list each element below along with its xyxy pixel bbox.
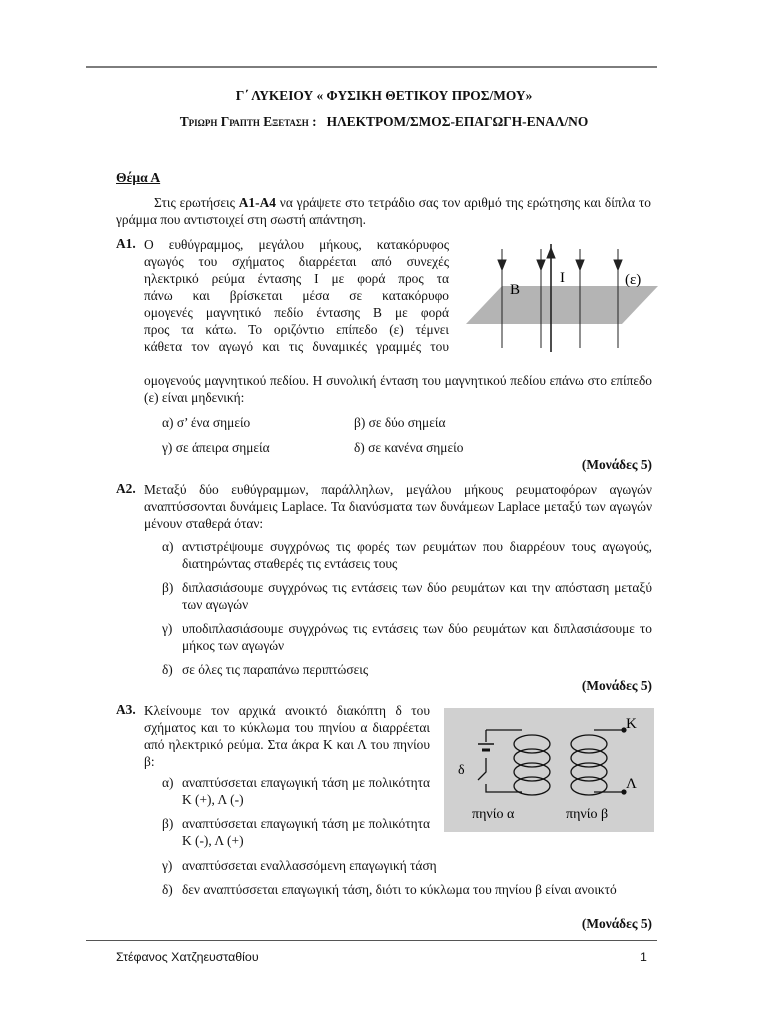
a1-option-c[interactable] bbox=[162, 440, 270, 456]
a1-line: αγωγός του σχήματος διαρρέεται από συνεχές bbox=[144, 254, 449, 269]
option-label: γ) bbox=[162, 621, 173, 636]
a1-line: ηλεκτρικό ρεύμα έντασης Ι με φορά προς τα bbox=[144, 271, 449, 286]
label-coil-a: πηνίο α bbox=[472, 807, 515, 822]
label-B: B bbox=[510, 282, 521, 298]
footer-rule bbox=[86, 940, 657, 941]
label-coil-b: πηνίο β bbox=[566, 807, 609, 822]
arrow-down-icon bbox=[498, 260, 506, 270]
a1-option-d[interactable] bbox=[354, 440, 463, 456]
question-a2-number: Α2. bbox=[116, 481, 136, 496]
question-a1-tail: ομογενούς μαγνητικού πεδίου. Η συνολική ένταση του μαγνητικού πεδίου επάνω στο επίπεδο (ε) είναι μηδενική: bbox=[144, 373, 652, 405]
intro-text-1: Στις ερωτήσεις bbox=[154, 195, 239, 210]
exam-topic: ΗΛΕΚΤΡΟΜ/ΣΜΟΣ-ΕΠΑΓΩΓΗ-ΕΝΑΛ/ΝΟ bbox=[326, 114, 589, 129]
arrow-up-icon bbox=[547, 248, 555, 258]
magnetic-field-figure bbox=[462, 244, 662, 354]
a2-option-d[interactable] bbox=[162, 661, 652, 678]
a3-option-c[interactable] bbox=[162, 857, 652, 874]
question-a1-number: Α1. bbox=[116, 236, 136, 251]
a3-options-cd bbox=[162, 857, 652, 898]
option-text: αναπτύσσεται επαγωγική τάση με πολικότητα Κ (+), Λ (-) bbox=[182, 775, 430, 807]
a3-option-a[interactable] bbox=[162, 774, 430, 808]
intro-range: Α1-Α4 bbox=[238, 195, 276, 210]
arrow-down-icon bbox=[614, 260, 622, 270]
option-text: σ’ ένα σημείο bbox=[176, 415, 251, 430]
a3-option-b[interactable] bbox=[162, 815, 430, 849]
option-label: δ) bbox=[354, 440, 365, 455]
option-text: αντιστρέψουμε συγχρόνως τις φορές των ρευμάτων που διαρρέουν τους αγωγούς, διατηρώντας σταθερές τις εντάσεις τους bbox=[182, 539, 652, 571]
a3-options-ab bbox=[162, 774, 430, 849]
option-label: γ) bbox=[162, 858, 173, 873]
a1-line: Ο ευθύγραμμος, μεγάλου μήκους, κατακόρυφος bbox=[144, 237, 449, 252]
top-rule bbox=[86, 66, 657, 68]
option-label: δ) bbox=[162, 662, 173, 677]
option-text: σε άπειρα σημεία bbox=[175, 440, 270, 455]
a2-option-a[interactable] bbox=[162, 538, 652, 572]
label-I: I bbox=[560, 270, 565, 286]
label-switch: δ bbox=[458, 763, 465, 778]
option-text: διπλασιάσουμε συγχρόνως τις εντάσεις των δύο ρευμάτων και την απόσταση μεταξύ των αγωγών bbox=[182, 580, 652, 612]
a1-option-b[interactable] bbox=[354, 415, 445, 431]
a1-line: πάνω και βρίσκεται μέσα σε κατακόρυφο bbox=[144, 288, 449, 303]
a2-option-b[interactable] bbox=[162, 579, 652, 613]
a2-marks: (Μονάδες 5) bbox=[581, 678, 652, 693]
footer-author: Στέφανος Χατζηευσταθίου bbox=[116, 950, 259, 964]
header-title: Γ΄ ΛΥΚΕΙΟΥ « ΦΥΣΙΚΗ ΘΕΤΙΚΟΥ ΠΡΟΣ/ΜΟΥ» bbox=[235, 88, 533, 103]
label-K: Κ bbox=[626, 716, 637, 732]
a1-marks: (Μονάδες 5) bbox=[581, 457, 652, 472]
arrow-down-icon bbox=[537, 260, 545, 270]
option-label: δ) bbox=[162, 882, 173, 897]
section-heading: Θέμα Α bbox=[116, 170, 161, 185]
intro-text-2: να γράψετε στο τετράδιο σας τον αριθμό της ερώτησης και δίπλα το γράμμα που αντιστοιχεί στη σωστή απάντηση. bbox=[116, 195, 651, 227]
label-epsilon: (ε) bbox=[625, 272, 642, 288]
option-text: σε κανένα σημείο bbox=[368, 440, 464, 455]
arrow-down-icon bbox=[576, 260, 584, 270]
intro-paragraph bbox=[116, 194, 651, 228]
header-subtitle bbox=[0, 114, 768, 130]
a3-option-d[interactable] bbox=[162, 881, 652, 898]
option-label: β) bbox=[162, 580, 174, 595]
question-a3-text: Κλείνουμε τον αρχικά ανοικτό διακόπτη δ του σχήματος και το κύκλωμα του πηνίου α διαρρέεται από ηλεκτρικό ρεύμα. Στα άκρα Κ και Λ του πηνίου β: bbox=[144, 703, 430, 769]
a3-marks: (Μονάδες 5) bbox=[581, 916, 652, 931]
option-text: αναπτύσσεται επαγωγική τάση με πολικότητα Κ (-), Λ (+) bbox=[182, 816, 430, 848]
question-a1-text bbox=[144, 236, 449, 355]
label-L: Λ bbox=[626, 776, 637, 792]
a2-options bbox=[162, 538, 652, 678]
page-number: 1 bbox=[640, 950, 647, 964]
option-label: α) bbox=[162, 415, 174, 430]
option-text: σε όλες τις παραπάνω περιπτώσεις bbox=[182, 662, 369, 677]
coils-figure bbox=[444, 708, 654, 832]
option-text: σε δύο σημεία bbox=[368, 415, 446, 430]
option-label: α) bbox=[162, 775, 174, 790]
option-label: γ) bbox=[162, 440, 173, 455]
a1-line: προς τα κάτω. Το οριζόντιο επίπεδο (ε) τέμνει bbox=[144, 322, 449, 337]
a1-line: ομογενές μαγνητικό πεδίο έντασης Β με φορά bbox=[144, 305, 449, 320]
exam-type: Τριωρη Γραπτη Εξεταση : bbox=[179, 114, 317, 129]
option-label: β) bbox=[354, 415, 366, 430]
option-label: α) bbox=[162, 539, 174, 554]
a2-option-c[interactable] bbox=[162, 620, 652, 654]
option-text: υποδιπλασιάσουμε συγχρόνως τις εντάσεις των δύο ρευμάτων και διπλασιάσουμε το μήκος των αγωγών bbox=[182, 621, 652, 653]
option-text: δεν αναπτύσσεται επαγωγική τάση, διότι το κύκλωμα του πηνίου β είναι ανοικτό bbox=[182, 882, 617, 897]
plane-epsilon bbox=[466, 286, 658, 324]
a1-line: κάθετα τον αγωγό και τις δυναμικές γραμμές του bbox=[144, 339, 449, 354]
question-a3-number: Α3. bbox=[116, 702, 136, 717]
option-text: αναπτύσσεται εναλλασσόμενη επαγωγική τάση bbox=[182, 858, 437, 873]
question-a2-text: Μεταξύ δύο ευθύγραμμων, παράλληλων, μεγάλου μήκους ρευματοφόρων αγωγών αναπτύσσονται δυνάμεις Laplace. Τα διανύσματα των δυνάμεων Laplace μεταξύ των αγωγών μένουν σταθερά όταν: bbox=[144, 482, 652, 531]
a1-option-a[interactable] bbox=[162, 415, 250, 431]
option-label: β) bbox=[162, 816, 174, 831]
